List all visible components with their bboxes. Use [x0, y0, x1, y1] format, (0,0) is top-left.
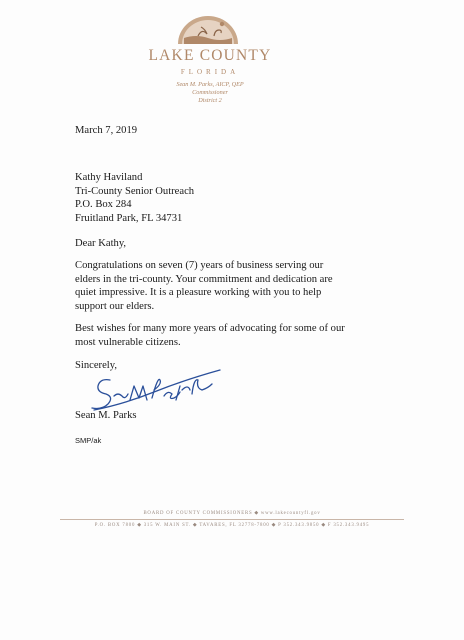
lake-county-logo: [176, 14, 240, 46]
body-paragraph-2: [75, 322, 345, 349]
typist-initials: SMP/ak: [75, 436, 102, 445]
paragraph-line: elders in the tri-county. Your commitment and dedication are: [75, 273, 333, 285]
official-district: District 2: [198, 97, 222, 104]
organization-state: FLORIDA: [180, 68, 240, 76]
letterhead-official: [120, 81, 300, 105]
paragraph-line: Best wishes for many more years of advocating for some of our: [75, 323, 345, 334]
recipient-line: Kathy Haviland: [75, 172, 143, 183]
handwritten-signature: [84, 366, 234, 414]
footer-address-line: P.O. BOX 7800 ◆ 315 W. MAIN ST. ◆ TAVARES, FL 32778-7800 ◆ P 352.343.9850 ◆ F 352.343.9495: [94, 523, 370, 528]
closing: Sincerely,: [75, 360, 117, 371]
recipient-line: Fruitland Park, FL 34731: [75, 212, 183, 224]
official-title: Commissioner: [192, 89, 228, 96]
footer-board-line: BOARD OF COUNTY COMMISSIONERS ◆ www.lakecountyfl.gov: [143, 511, 321, 516]
paragraph-line: quiet impressive. It is a pleasure working with you to help: [75, 287, 322, 298]
letter-date: March 7, 2019: [75, 125, 138, 136]
signer-name: Sean M. Parks: [75, 410, 137, 421]
recipient-address: [75, 171, 194, 225]
recipient-line: Tri-County Senior Outreach: [75, 185, 195, 197]
paragraph-line: support our elders.: [75, 300, 155, 312]
organization-name: LAKE COUNTY: [148, 47, 272, 64]
paragraph-line: Congratulations on seven (7) years of business serving our: [75, 260, 324, 271]
recipient-line: P.O. Box 284: [75, 199, 132, 210]
salutation: Dear Kathy,: [75, 238, 127, 249]
official-name: Sean M. Parks, AICP, QEP: [176, 81, 244, 88]
footer-divider: [60, 519, 404, 520]
body-paragraph-1: [75, 259, 333, 313]
paragraph-line: most vulnerable citizens.: [75, 336, 181, 348]
